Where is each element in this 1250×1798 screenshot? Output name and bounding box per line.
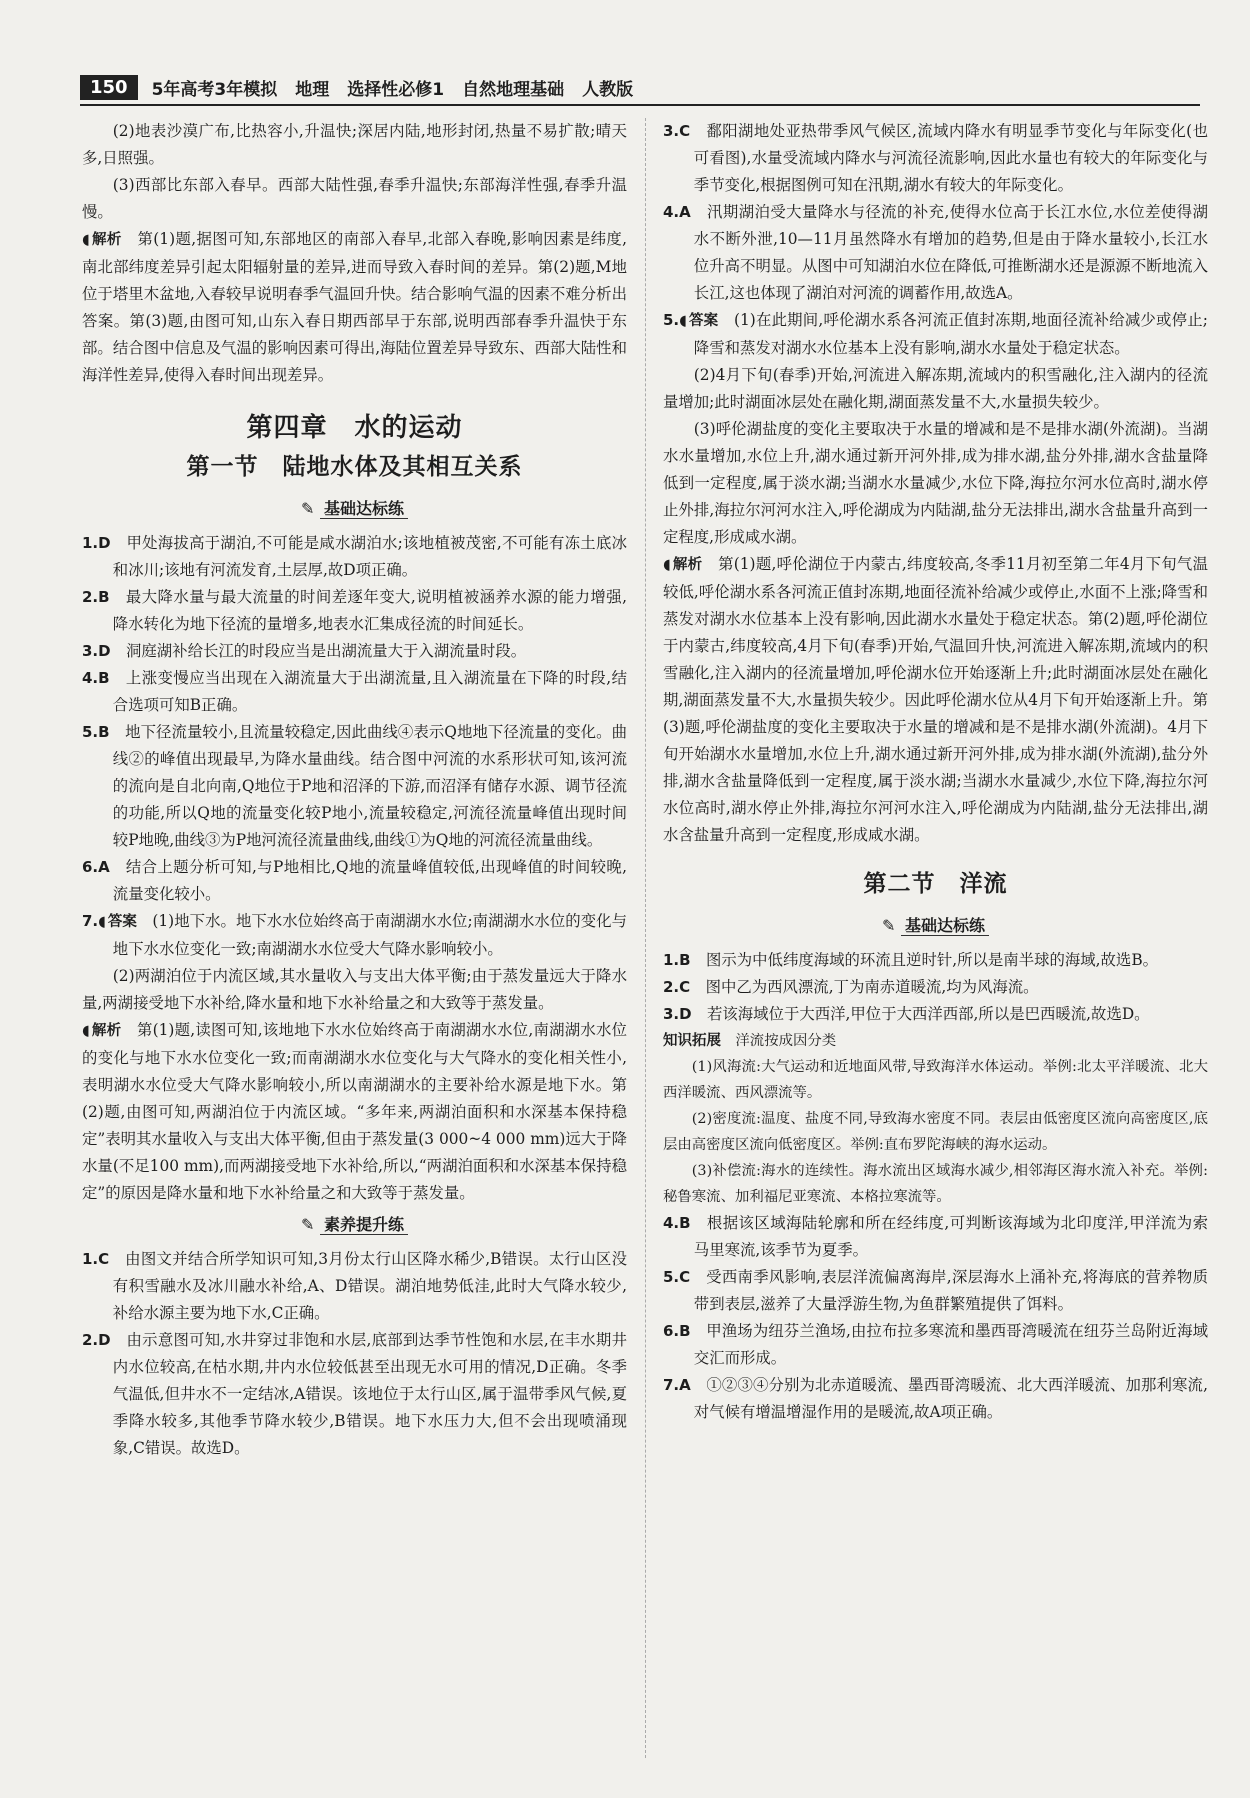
answer-text: (2)两湖泊位于内流区域,其水量收入与支出大体平衡;由于蒸发量远大于降水量,两湖接受地下水补给,降水量和地下水补给量之和大致等于蒸发量。 (82, 967, 627, 1012)
chapter-title: 第四章 水的运动 (246, 413, 463, 443)
answer-item: 3.D 若该海域位于大西洋,甲位于大西洋西部,所以是巴西暖流,故选D。 (663, 1005, 1150, 1023)
answer-text: (3)西部比东部入春早。西部大陆性强,春季升温快;东部海洋性强,春季升温慢。 (82, 176, 627, 221)
knowledge-extension-text: (3)补偿流:海水的连续性。海水流出区域海水减少,相邻海区海水流入补充。举例:秘鲁寒流、加利福尼亚寒流、本格拉寒流等。 (663, 1163, 1208, 1205)
answer-item: 1.C 由图文并结合所学知识可知,3月份太行山区降水稀少,B错误。太行山区没有积雪融水及冰川融水补给,A、D错误。湖泊地势低洼,此时大气降水较少,补给水源主要为地下水,C正确。 (82, 1250, 627, 1322)
answer-item: 6.A 结合上题分析可知,与P地相比,Q地的流量峰值较低,出现峰值的时间较晚,流量变化较小。 (82, 858, 627, 903)
answer-item: 3.C 鄱阳湖地处亚热带季风气候区,流域内降水有明显季节变化与年际变化(也可看图),水量受流域内降水与河流径流影响,因此水量也有较大的年际变化与季节变化,根据图例可知在汛期,湖水有较大的年际变化。 (663, 122, 1208, 194)
left-column (82, 118, 627, 1462)
answer-item: 4.B 根据该区域海陆轮廓和所在经纬度,可判断该海域为北印度洋,甲洋流为索马里寒流,该季节为夏季。 (663, 1214, 1208, 1259)
answer-item: 7.◖ 答案 (1)地下水。地下水水位始终高于南湖湖水水位;南湖湖水水位的变化与地下水水位变化一致;南湖湖水水位受大气降水影响较小。 (82, 908, 627, 963)
answer-item: 6.B 甲渔场为纽芬兰渔场,由拉布拉多寒流和墨西哥湾暖流在纽芬兰岛附近海域交汇而形成。 (663, 1322, 1208, 1367)
answer-item: 4.B 上涨变慢应当出现在入湖流量大于出湖流量,且入湖流量在下降的时段,结合选项可知B正确。 (82, 669, 627, 714)
course: 选择性必修1 (347, 79, 445, 100)
answer-item: 5.B 地下径流量较小,且流量较稳定,因此曲线④表示Q地地下径流量的变化。曲线②的峰值出现最早,为降水量曲线。结合图中河流的水系形状可知,该河流的流向是自北向南,Q地位于P地和沼泽的下游,而沼泽有储存水源、调节径流的功能,所以Q地的流量变化较P地小,流量较稳定,河流径流量峰值出现时间较P地晚,曲线③为P地河流径流量曲线,曲线①为Q地的河流径流量曲线。 (82, 723, 627, 849)
answer-item: 5.◖ 答案 (1)在此期间,呼伦湖水系各河流正值封冻期,地面径流补给减少或停止;降雪和蒸发对湖水水位基本上没有影响,湖水水量处于稳定状态。 (663, 307, 1208, 362)
answer-item: 4.A 汛期湖泊受大量降水与径流的补充,使得水位高于长江水位,水位差使得湖水不断外泄,10—11月虽然降水有增加的趋势,但是由于降水量较小,长江水位升高不明显。从图中可知湖泊水位在降低,可推断湖水还是源源不断地流入长江,这也体现了湖泊对河流的调蓄作用,故选A。 (663, 203, 1208, 302)
answer-text: (2)4月下旬(春季)开始,河流进入解冻期,流域内的积雪融化,注入湖内的径流量增加;此时湖面冰层处在融化期,湖面蒸发量不大,水量损失较少。 (663, 366, 1208, 411)
answer-text: (2)地表沙漠广布,比热容小,升温快;深居内陆,地形封闭,热量不易扩散;晴天多,日照强。 (82, 122, 627, 167)
brand-logo: 5年高考3年模拟 (151, 79, 278, 100)
answer-tag: ◖ 答案 (98, 914, 137, 930)
answer-tag: ◖ 答案 (679, 313, 718, 329)
right-column (663, 118, 1208, 1426)
page-header (80, 70, 1200, 106)
knowledge-extension-text: (1)风海流:大气运动和近地面风带,导致海洋水体运动。举例:北太平洋暖流、北大西洋暖流、西风漂流等。 (663, 1059, 1208, 1101)
analysis-block: ◖ 解析 第(1)题,读图可知,该地地下水水位始终高于南湖湖水水位,南湖湖水水位的变化与地下水水位变化一致;而南湖湖水水位变化与大气降水的变化相关性小,表明湖水水位受大气降水影响较小,所以南湖湖水的主要补给水源是地下水。第(2)题,由图可知,两湖泊位于内流区域。“多年来,两湖泊面积和水深基本保持稳定”表明其水量收入与支出大体平衡,但由于蒸发量(3 000~4 000 mm)远大于降水量(不足100 mm),而两湖接受地下水补给,所以,“两湖泊面积和水深基本保持稳定”的原因是降水量和地下水补给量之和大致等于蒸发量。 (82, 1017, 627, 1207)
analysis-block (82, 226, 627, 389)
analysis-tag: ◖ 解析 (82, 1023, 121, 1039)
answer-text: (3)呼伦湖盐度的变化主要取决于水量的增减和是不是排水湖(外流湖)。当湖水水量增加,水位上升,湖水通过新开河外排,成为排水湖,盐分外排,湖水含盐量降低到一定程度,属于淡水湖;当湖水水量减少,水位下降,海拉尔河水位高时,湖水停止外排,海拉尔河河水注入,呼伦湖成为内陆湖,盐分无法排出,湖水含盐量升高到一定程度,形成咸水湖。 (663, 420, 1208, 546)
answer-item: 2.C 图中乙为西风漂流,丁为南赤道暖流,均为风海流。 (663, 978, 1039, 996)
column-divider (645, 118, 647, 1758)
practice-subtitle: ✎ 素养提升练 (82, 1211, 627, 1238)
edition: 人教版 (582, 79, 634, 100)
subject: 地理 (295, 79, 330, 100)
knowledge-extension-title: 知识拓展 洋流按成因分类 (663, 1033, 837, 1049)
answer-item: 1.D 甲处海拔高于湖泊,不可能是咸水湖泊水;该地植被茂密,不可能有冻土底冰和冰川;该地有河流发育,土层厚,故D项正确。 (82, 534, 627, 579)
analysis-block: ◖ 解析 第(1)题,呼伦湖位于内蒙古,纬度较高,冬季11月初至第二年4月下旬气温较低,呼伦湖水系各河流正值封冻期,地面径流补给减少或停止,水面不上涨;降雪和蒸发对湖水水位基本上没有影响,因此湖水水量处于稳定状态。第(2)题,呼伦湖位于内蒙古,纬度较高,4月下旬(春季)开始,气温回升快,河流进入解冻期,流域内的积雪融化,注入湖内的径流量增加,呼伦湖水位开始逐渐上升;此时湖面冰层处在融化期,湖面蒸发量不大,水量损失较少。因此呼伦湖水位从4月下旬开始逐渐上升。第(3)题,呼伦湖盐度的变化主要取决于水量的增减和是不是排水湖(外流湖)。4月下旬开始湖水水量增加,水位上升,湖水通过新开河外排,成为排水湖(外流湖),盐分外排,湖水含盐量降低到一定程度,属于淡水湖;当湖水水量减少,水位下降,海拉尔河水位高时,湖水停止外排,海拉尔河河水注入,呼伦湖成为内陆湖,盐分无法排出,湖水含盐量升高到一定程度,形成咸水湖。 (663, 551, 1208, 849)
knowledge-extension-text: (2)密度流:温度、盐度不同,导致海水密度不同。表层由低密度区流向高密度区,底层由高密度区流向低密度区。举例:直布罗陀海峡的海水运动。 (663, 1111, 1208, 1153)
section-title: 第二节 洋流 (863, 871, 1008, 897)
section-title: 第一节 陆地水体及其相互关系 (186, 454, 523, 480)
answer-item: 3.D 洞庭湖补给长江的时段应当是出湖流量大于入湖流量时段。 (82, 642, 527, 660)
practice-subtitle: ✎ 基础达标练 (663, 912, 1208, 939)
page-number: 150 (80, 75, 138, 100)
answer-item: 1.B 图示为中低纬度海域的环流且逆时针,所以是南半球的海域,故选B。 (663, 951, 1159, 969)
answer-item: 2.D 由示意图可知,水井穿过非饱和水层,底部到达季节性饱和水层,在丰水期井内水位较高,在枯水期,井内水位较低甚至出现无水可用的情况,D正确。冬季气温低,但井水不一定结冰,A错误。该地位于太行山区,属于温带季风气候,夏季降水较多,其他季节降水较少,B错误。地下水压力大,但不会出现喷涌现象,C错误。故选D。 (82, 1331, 627, 1457)
answer-item: 2.B 最大降水量与最大流量的时间差逐年变大,说明植被涵养水源的能力增强,降水转化为地下径流的量增多,地表水汇集成径流的时间延长。 (82, 588, 627, 633)
answer-item: 5.C 受西南季风影响,表层洋流偏离海岸,深层海水上涌补充,将海底的营养物质带到表层,滋养了大量浮游生物,为鱼群繁殖提供了饵料。 (663, 1268, 1208, 1313)
analysis-tag: ◖ 解析 (663, 557, 702, 573)
analysis-text: 第(1)题,据图可知,东部地区的南部入春早,北部入春晚,影响因素是纬度,南北部纬度差异引起太阳辐射量的差异,进而导致入春时间的差异。第(2)题,M地位于塔里木盆地,入春较早说明春季气温回升快。结合影响气温的因素不难分析出答案。第(3)题,由图可知,山东入春日期西部早于东部,说明西部春季升温快于东部。结合图中信息及气温的影响因素可得出,海陆位置差异导致东、西部大陆性和海洋性差异,使得入春时间出现差异。 (82, 230, 627, 384)
analysis-tag: ◖ 解析 (82, 232, 122, 248)
practice-subtitle: ✎ 基础达标练 (82, 495, 627, 522)
answer-item: 7.A ①②③④分别为北赤道暖流、墨西哥湾暖流、北大西洋暖流、加那利寒流,对气候有增温增湿作用的是暖流,故A项正确。 (663, 1376, 1208, 1421)
book-title: 自然地理基础 (462, 79, 565, 100)
